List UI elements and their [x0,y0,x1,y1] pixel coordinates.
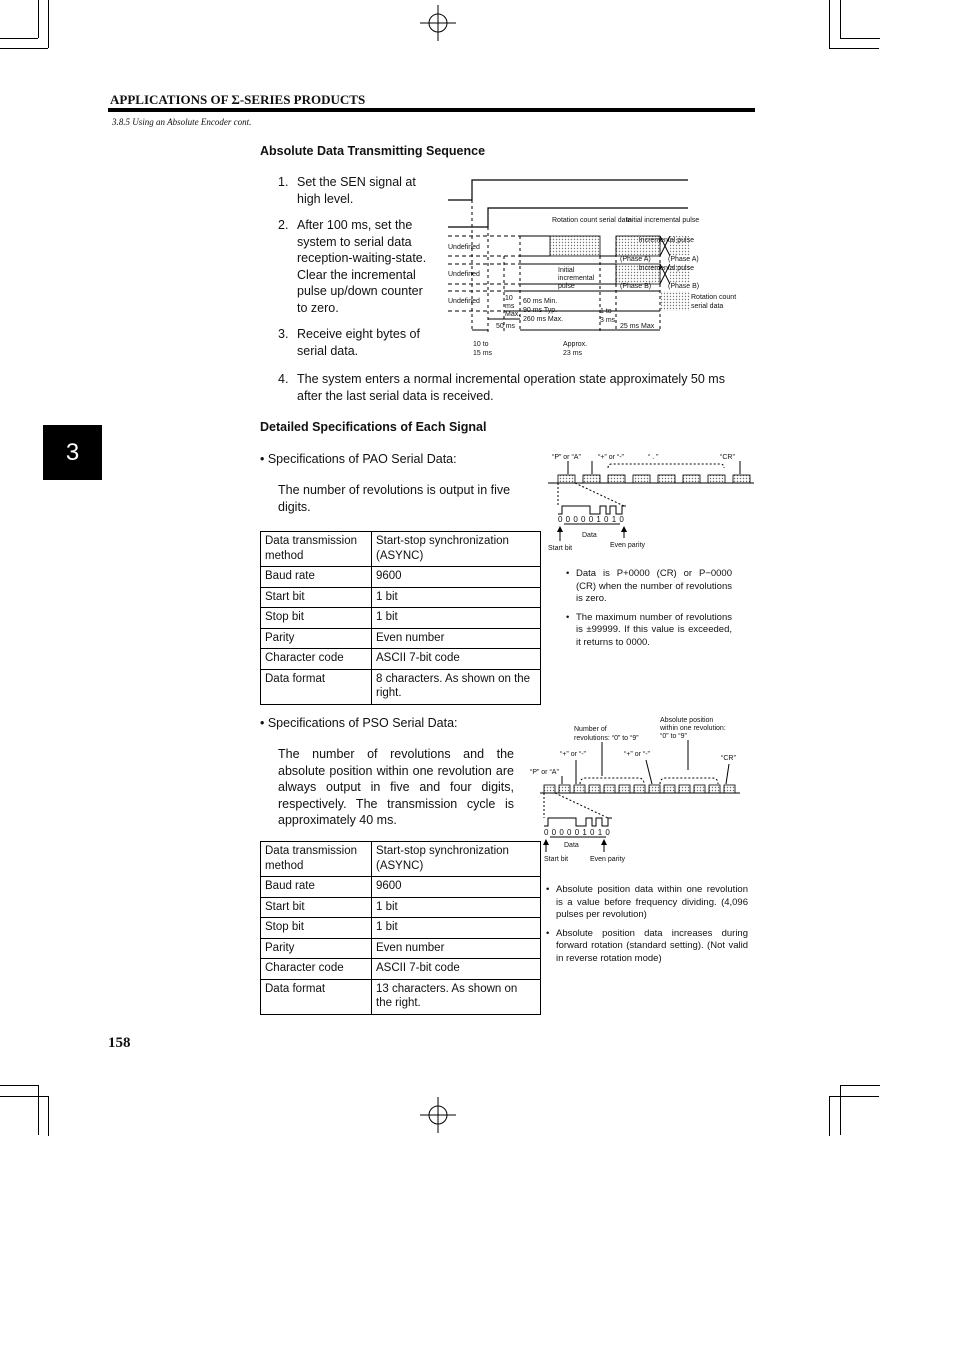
table-row: Data format 13 characters. As shown on the right. [261,979,541,1014]
rotation-serial-label: Rotation count serial data [552,217,632,224]
sequence-heading: Absolute Data Transmitting Sequence [260,144,486,158]
table-row: Parity Even number [261,938,541,959]
incremental-pulse-label: Incremental pulse [638,265,694,272]
cr-label: “CR” [721,755,736,762]
sequence-steps [278,174,428,369]
rotation-count-label: Rotation count [691,294,737,301]
running-header-subsection: 3.8.5 Using an Absolute Encoder cont. [112,117,252,127]
incremental-label: incremental [558,275,595,282]
pso-spec-table [260,841,541,1015]
registration-target-icon [420,1097,456,1133]
phase-a-label: (Phase A) [668,256,699,263]
data-label: Data [582,532,597,539]
pao-notes [566,568,732,655]
plus-minus-label: “+” or “-” [560,751,586,758]
pso-title: • Specifications of PSO Serial Data: [260,716,458,730]
undefined-label: Undefined [448,271,480,278]
pao-title: • Specifications of PAO Serial Data: [260,452,457,466]
pao-description: The number of revolutions is output in five digits. [278,483,511,514]
phase-b-label: (Phase B) [620,283,652,290]
initial-pulse-label: Initial incremental pulse [626,217,700,224]
serial-data-label: serial data [691,303,724,310]
running-header-title: APPLICATIONS OF Σ-SERIES PRODUCTS [110,92,366,107]
num-rev-label: revolutions: “0” to “9” [574,735,639,742]
initial-label: Initial [558,267,575,274]
bit-sequence: 0 0 0 0 0 1 0 1 0 [544,828,611,837]
list-item: • The maximum number of revolutions is ±99999. If this value is exceeded, it returns to 0000. [566,612,732,650]
pso-frame-diagram [528,714,754,866]
dots-label: “ . ” [648,454,659,461]
start-bit-label: Start bit [544,856,569,863]
step-item: 2. After 100 ms, set the system to serial data reception-waiting-state. Clear the incremental pulse up/down counter to zero. [278,218,427,315]
detail-heading: Detailed Specifications of Each Signal [260,420,487,434]
time-label: 260 ms Max. [523,316,564,323]
table-row: Data format 8 characters. As shown on the right. [261,669,541,704]
rotation-serial-block [550,236,600,256]
chapter-tab: 3 [43,425,102,480]
table-row: Data transmission method Start-stop synchronization (ASYNC) [261,842,541,877]
table-row: Start bit 1 bit [261,897,541,918]
phase-a-label: (Phase A) [620,256,651,263]
p-or-a-label: “P” or “A” [552,454,581,461]
start-bit-label: Start bit [548,545,573,552]
time-label: 3 ms [600,317,616,324]
table-row: Start bit 1 bit [261,587,541,608]
bit-sequence: 0 0 0 0 0 1 0 1 0 [558,515,625,524]
time-label: 1 to [600,308,612,315]
table-row: Stop bit 1 bit [261,918,541,939]
registration-target-icon [420,5,456,41]
page-number: 158 [108,1035,131,1051]
timing-diagram [444,172,737,360]
undefined-label: Undefined [448,244,480,251]
phase-b-label: (Phase B) [668,283,700,290]
header-rule [108,108,755,112]
p-or-a-label: “P” or “A” [530,769,559,776]
abs-pos-label: “0” to “9” [660,733,687,740]
time-label: 60 ms Min. [523,298,558,305]
pso-notes [546,884,748,971]
step-item: 3. Receive eight bytes of serial data. [278,327,420,358]
abs-pos-label: Absolute position [660,717,714,724]
table-row: Baud rate 9600 [261,877,541,898]
pao-spec-table [260,531,541,705]
step-item: 4. The system enters a normal incremental operation state approximately 50 ms after the last serial data is received. [278,372,725,403]
list-item: • Data is P+0000 (CR) or P−0000 (CR) when the number of revolutions is zero. [566,568,732,606]
time-label: 10 to [473,341,489,348]
time-label: Max. [505,311,521,318]
time-label: 50 ms [496,323,516,330]
plus-minus-label: “+” or “-” [598,454,624,461]
num-rev-label: Number of [574,726,607,733]
table-row: Stop bit 1 bit [261,608,541,629]
list-item: • Absolute position data within one revolution is a value before frequency dividing. (4,096 pulses per revolution) [546,884,748,922]
incremental-pulse-label: Incremental pulse [638,237,694,244]
pulse-label: pulse [558,283,575,290]
table-row: Parity Even number [261,628,541,649]
char-blocks [558,475,750,483]
table-row: Data transmission method Start-stop synchronization (ASYNC) [261,532,541,567]
table-row: Character code ASCII 7-bit code [261,959,541,980]
list-item: • Absolute position data increases during forward rotation (standard setting). (Not valid in reverse rotation mode) [546,928,748,966]
step-item: 1. Set the SEN signal at high level. [278,175,416,206]
table-row: Baud rate 9600 [261,567,541,588]
plus-minus-label: “+” or “-” [624,751,650,758]
time-label: Approx. [563,341,588,348]
even-parity-label: Even parity [610,542,646,549]
cr-label: “CR” [720,454,735,461]
table-row: Character code ASCII 7-bit code [261,649,541,670]
time-label: 23 ms [563,350,583,357]
time-label: 15 ms [473,350,493,357]
pso-description: The number of revolutions and the absolute position within one revolution are always output in five and four digits, respectively. The transmission cycle is approximately 40 ms. [278,747,514,827]
sen-signal [448,180,688,200]
time-label: 25 ms Max [620,323,655,330]
time-label: ms [505,303,515,310]
time-label: 90 ms Typ. [523,307,558,314]
undefined-label: Undefined [448,298,480,305]
data-label: Data [564,842,579,849]
pao-frame-diagram [544,450,754,556]
abs-pos-label: within one revolution: [660,725,726,732]
time-label: 10 [505,295,513,302]
even-parity-label: Even parity [590,856,626,863]
